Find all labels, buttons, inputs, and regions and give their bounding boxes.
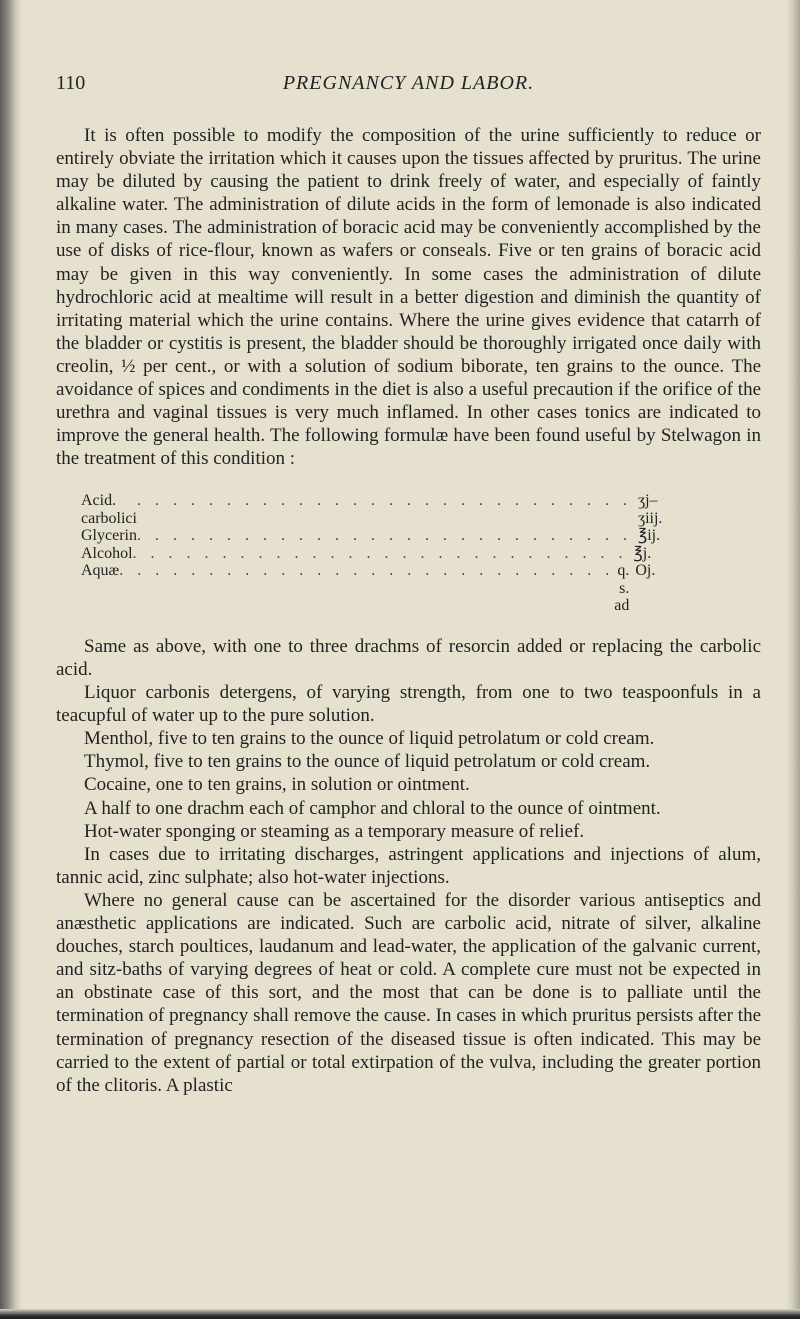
formula-ingredient: Glycerin xyxy=(81,527,137,545)
leader-dots: . . . . . . . . . . . . . . . . . . . . . . . . . . . . xyxy=(132,544,628,562)
page-edge-right xyxy=(786,0,800,1319)
remedy-paragraph: Cocaine, one to ten grains, in solution or ointment. xyxy=(84,774,470,796)
remedy-paragraph: Thymol, five to ten grains to the ounce of liquid petrolatum or cold cream. xyxy=(84,751,651,773)
leader-dots: . . . . . . . . . . . . . . . . . . . . . . . . . . . . xyxy=(136,527,632,545)
formula-amount: ℥j. xyxy=(633,544,652,562)
closing-paragraph: Where no general cause can be ascertained for the disorder various antiseptics and anæsthetic applications are indicated. Such are carbolic acid, nitrate of silver, alkaline douches, starch poultices, laudanum and lead-water, the application of the galvanic current, and sitz-baths of varying degrees of heat or cold. A complete cure must not be expected in an obstinate case of this sort, and the most that can be done is to palliate until the termination of pregnancy shall remove the cause. In cases in which pruritus persists after the termination of pregnancy resection of the diseased tissue is often indicated. This may be carried to the extent of partial or total extirpation of the vulva, including the greater portion of the clitoris. A plastic xyxy=(56,889,761,1096)
leader-dots: . . . . . . . . . . . . . . . . . . . . . . . . . . . . xyxy=(136,492,632,510)
remedy-paragraph: A half to one drachm each of camphor and chloral to the ounce of ointment. xyxy=(84,797,661,819)
prescription-formula xyxy=(81,492,663,615)
remedy-paragraph: Liquor carbonis detergens, of varying strength, from one to two teaspoonfuls in a teacupful of water up to the pure solution. xyxy=(56,682,761,727)
page-body xyxy=(56,124,761,1097)
remedy-paragraph: Menthol, five to ten grains to the ounce of liquid petrolatum or cold cream. xyxy=(84,728,655,750)
formula-qs: q. s. ad xyxy=(614,562,630,615)
formula-amount: Oj. xyxy=(635,562,656,580)
remedy-paragraph: In cases due to irritating discharges, astringent applications and injections of alum, tannic acid, zinc sulphate; also hot-water injections. xyxy=(56,843,761,888)
remedy-paragraph: Hot-water sponging or steaming as a temporary measure of relief. xyxy=(84,820,585,842)
page-header xyxy=(56,70,761,100)
book-page xyxy=(56,70,761,1097)
formula-row xyxy=(81,492,663,527)
formula-row xyxy=(81,527,661,545)
page-number: 110 xyxy=(56,72,86,94)
formula-ingredient: Acid. carbolici xyxy=(81,492,137,527)
leader-dots: . . . . . . . . . . . . . . . . . . . . . . . . . . . . xyxy=(119,562,615,580)
book-gutter-shadow xyxy=(0,0,22,1319)
remedy-paragraph: Same as above, with one to three drachms of resorcin added or replacing the carbolic acid. xyxy=(56,635,761,680)
formula-row xyxy=(81,544,652,563)
formula-row xyxy=(81,562,656,615)
formula-ingredient: Aquæ xyxy=(81,562,120,580)
page-edge-bottom xyxy=(0,1309,800,1319)
formula-ingredient: Alcohol xyxy=(81,544,133,562)
formula-amount: ℥ij. xyxy=(637,527,661,545)
running-head: PREGNANCY AND LABOR. xyxy=(282,72,535,94)
formula-amount: ʒj–ʒiij. xyxy=(637,492,663,527)
intro-paragraph: It is often possible to modify the composition of the urine sufficiently to reduce or entirely obviate the irritation which it causes upon the tissues affected by pruritus. The urine may be diluted by causing the patient to drink freely of water, and especially of faintly alkaline water. The administration of dilute acids in the form of lemonade is also indicated in many cases. The administration of boracic acid may be conveniently accomplished by the use of disks of rice-flour, known as wafers or conseals. Five or ten grains of boracic acid may be given in this way conveniently. In some cases the administration of dilute hydrochloric acid at mealtime will result in a better digestion and diminish the quantity of irritating material which the urine contains. Where the urine gives evidence that catarrh of the bladder or cystitis is present, the bladder should be thoroughly irrigated once daily with creolin, ½ per cent., or with a solution of sodium biborate, ten grains to the ounce. The avoidance of spices and condiments in the diet is also a useful precaution if the orifice of the urethra and vaginal tissues is very much inflamed. In other cases tonics are indicated to improve the general health. The following formulæ have been found useful by Stelwagon in the treatment of this condition : xyxy=(56,125,761,470)
